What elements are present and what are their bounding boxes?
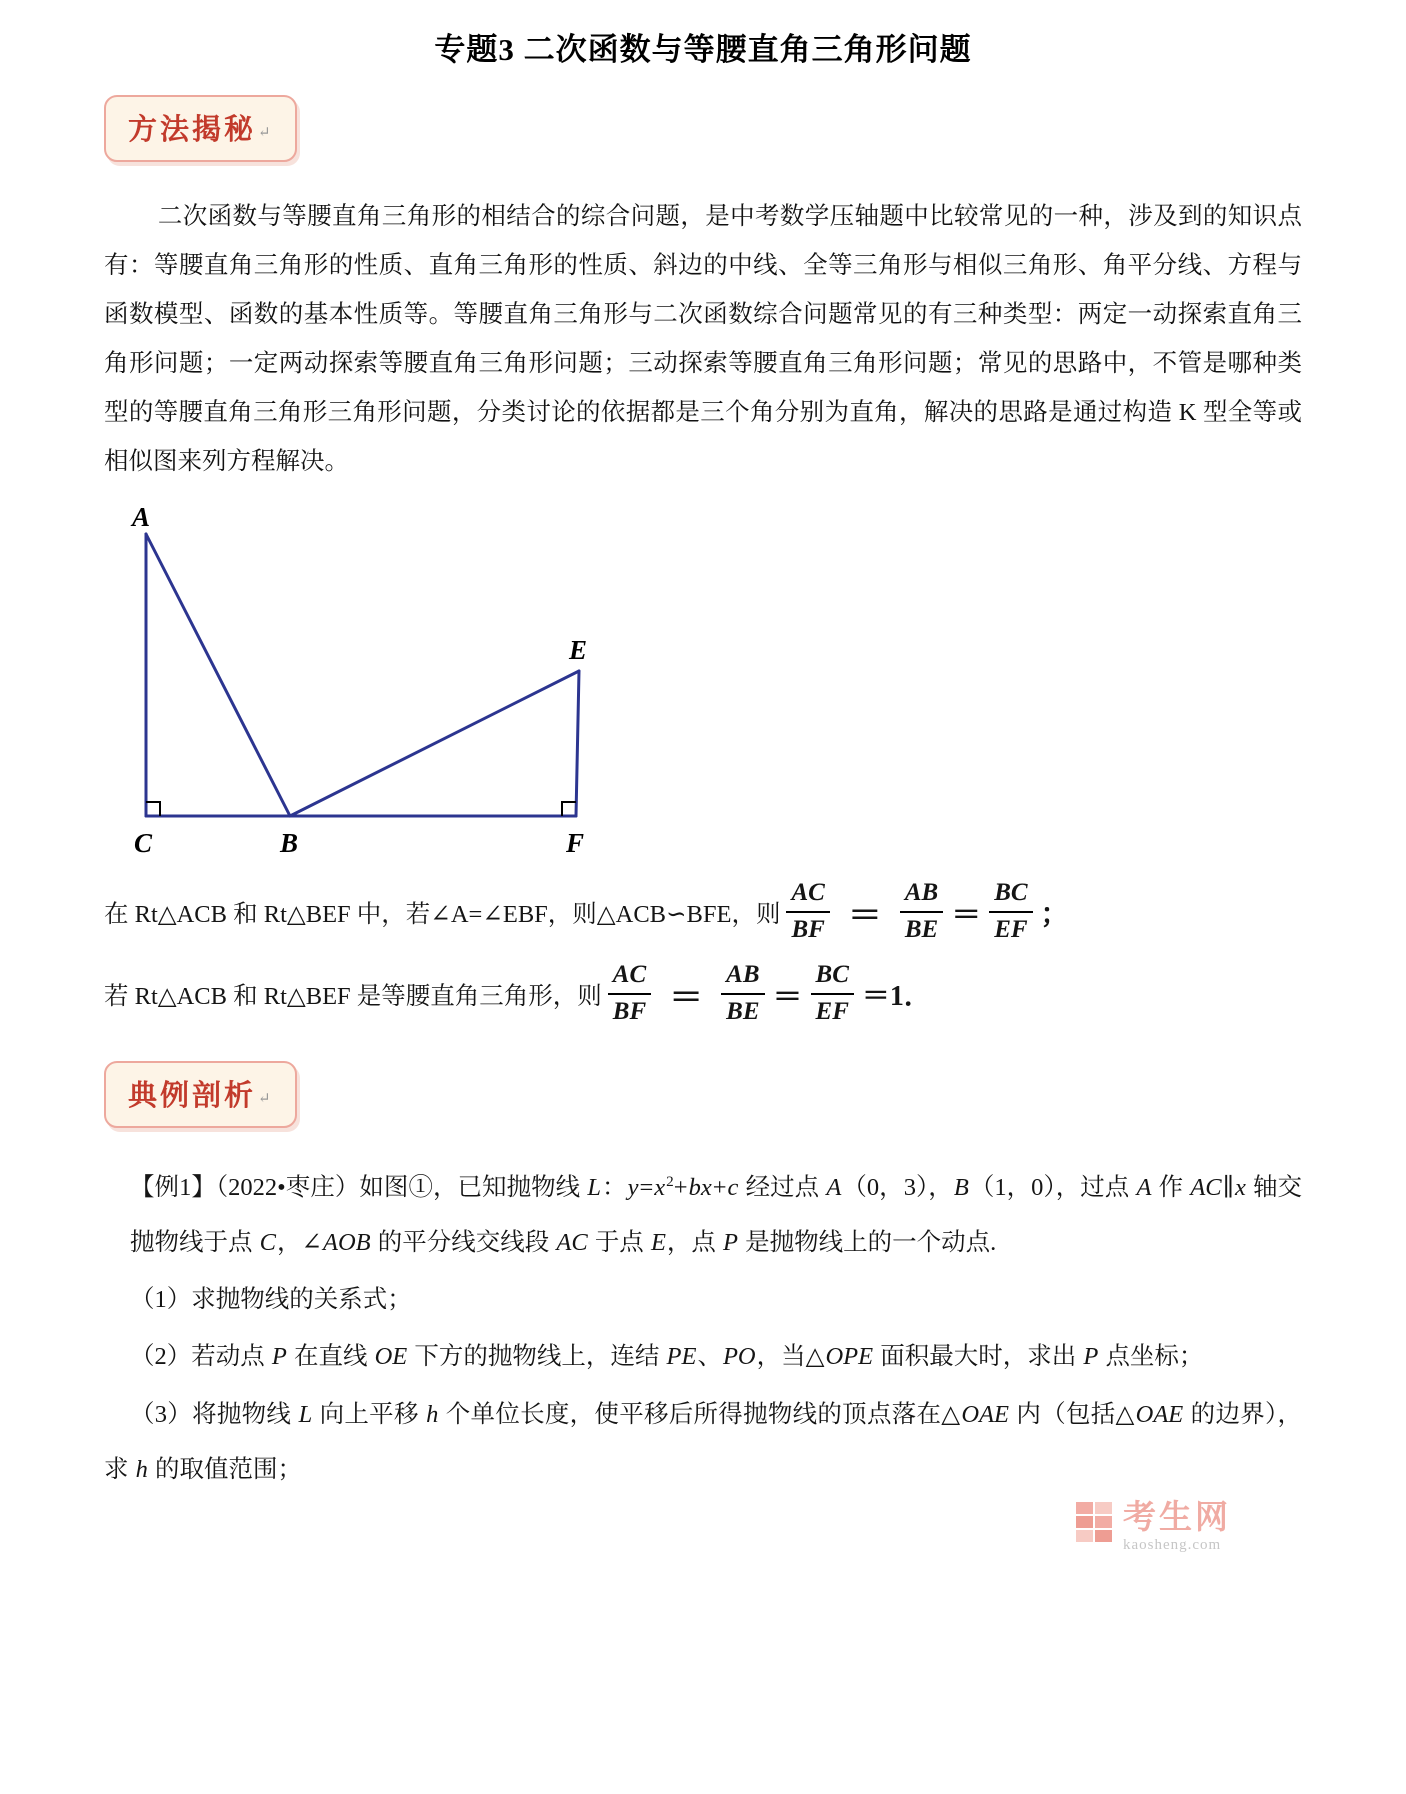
right-angle-marks [146,802,576,816]
math2-prefix: 若 Rt△ACB 和 Rt△BEF 是等腰直角三角形，则 [104,982,602,1010]
vertex-label-f: F [566,828,585,858]
fraction-ac-bf: $\frac{AC}{BF}$ [608,961,651,1027]
equals-sign: ＝ [847,897,882,935]
watermark-texts [1123,1500,1231,1554]
vertex-label-b: B [280,828,299,858]
example-section [104,1061,1302,1497]
example-badge [104,1061,297,1128]
equals-sign: ＝ [951,899,982,932]
math1-prefix: 在 Rt△ACB 和 Rt△BEF 中，若∠A=∠EBF，则△ACB∽BFE，则 [104,900,781,928]
intro-paragraph: 二次函数与等腰直角三角形的相结合的综合问题，是中考数学压轴题中比较常见的一种，涉及到的知识点有：等腰直角三角形的性质、直角三角形的性质、斜边的中线、全等三角形与相似三角形、角平分线、方程与函数模型、函数的基本性质等。等腰直角三角形与二次函数综合问题常见的有三种类型：两定一动探索直角三角形问题；一定两动探索等腰直角三角形问题；三动探索等腰直角三角形问题；常见的思路中，不管是哪种类型的等腰直角三角形三角形问题，分类讨论的依据都是三个角分别为直角，解决的思路是通过构造 K 型全等或相似图来列方程解决。 [104,203,1302,475]
vertex-label-a: A [132,504,151,532]
equals-sign: ＝ [772,981,803,1014]
example-item-3: （3）将抛物线 L 向上平移 h 个单位长度，使平移后所得抛物线的顶点落在△OAE 内（包括△OAE 的边界），求 h 的取值范围； [104,1400,1303,1483]
fraction-ab-be: $\frac{AB}{BE}$ [900,879,943,945]
example-badge-label: 典例剖析 [128,1080,257,1112]
kaosheng-logo-icon [1076,1500,1114,1542]
math2-suffix: ＝1． [861,981,932,1012]
watermark-site-name: 考生网 [1123,1500,1231,1536]
math-statement-2 [104,953,1302,1035]
fraction-bc-ef: $\frac{BC}{EF}$ [811,961,854,1027]
watermark-site-url: kaosheng.com [1123,1537,1222,1554]
fraction-ac-bf: $\frac{AC}{BF}$ [786,879,829,945]
page-title: 专题3 二次函数与等腰直角三角形问题 [434,32,972,67]
vertex-label-e: E [569,635,588,665]
figure-svg [124,504,624,866]
geometry-figure [124,504,1302,871]
return-mark-icon: ↵ [258,124,271,141]
triangle-lines [146,534,579,816]
segment-EF [576,671,579,816]
return-mark-icon: ↵ [258,1090,271,1107]
vertex-label-c: C [134,828,153,858]
vertex-labels [130,504,587,858]
equals-sign: ＝ [669,979,704,1017]
method-badge [104,95,297,162]
example-item-1: （1）求抛物线的关系式； [130,1286,412,1314]
math1-suffix: ； [1040,899,1069,930]
right-angle-mark-F [562,802,576,816]
segment-AB [146,534,290,816]
segment-BE [290,671,579,816]
right-angle-mark-C [146,802,160,816]
fraction-ab-be: $\frac{AB}{BE}$ [721,961,764,1027]
method-badge-label: 方法揭秘 [128,114,257,146]
math-statement-1 [104,871,1302,953]
watermark [1076,1500,1231,1554]
example-intro: 【例1】（2022•枣庄）如图①，已知抛物线 L：$y=x^2+bx+c$ 经过点 A（0，3），B（1，0），过点 A 作 AC∥x 轴交抛物线于点 C，∠AOB 的平分线交线段 AC 于点 E，点 P 是抛物线上的一个动点. [130,1172,1303,1257]
example-item-2: （2）若动点 P 在直线 OE 下方的抛物线上，连结 PE、PO，当△OPE 面积最大时，求出 P 点坐标； [130,1343,1204,1371]
fraction-bc-ef: $\frac{BC}{EF}$ [989,879,1032,945]
method-badge-row [104,95,1302,162]
